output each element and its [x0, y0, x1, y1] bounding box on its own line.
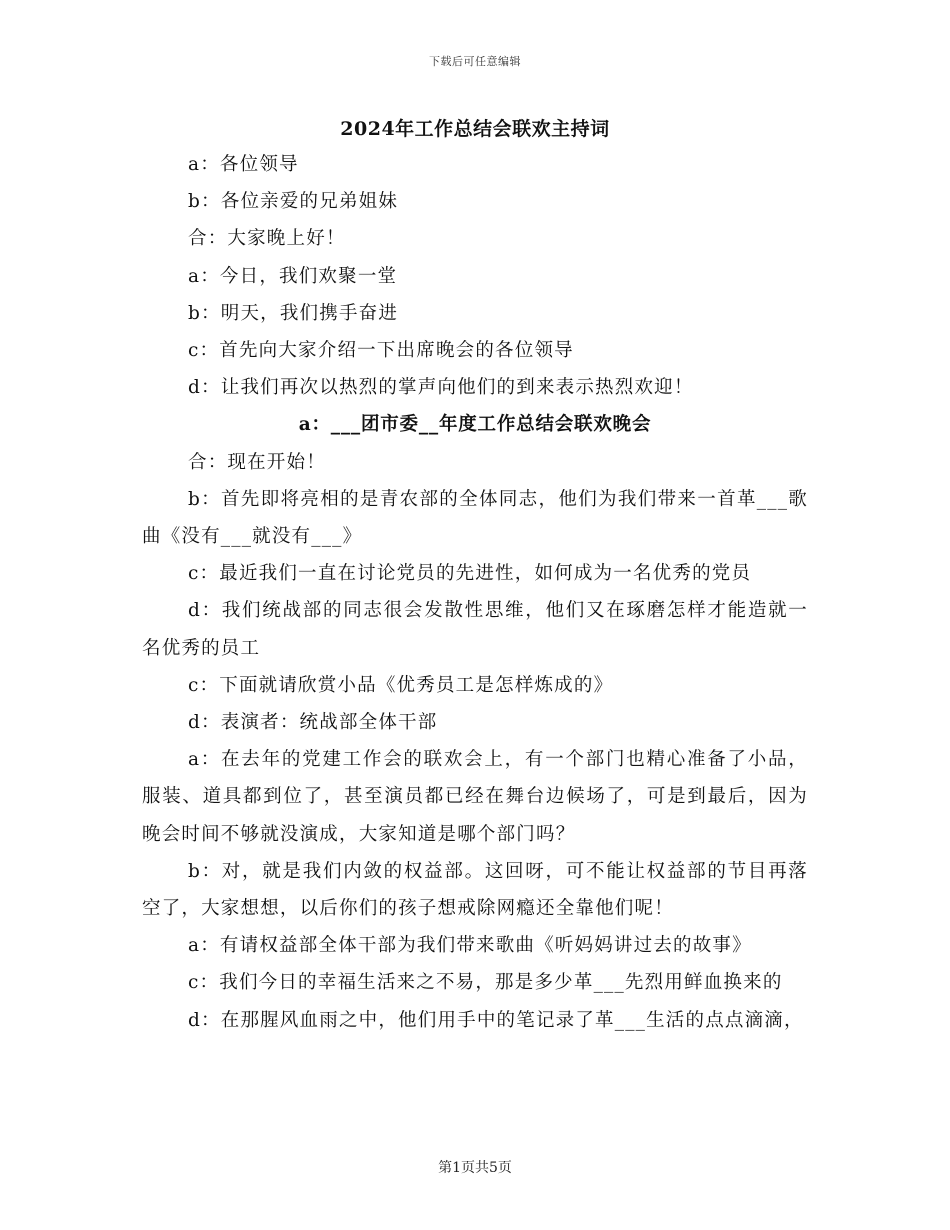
paragraph-together-start: 合：现在开始！ — [188, 451, 326, 473]
paragraph-host-d-united-front: d：我们统战部的同志很会发散性思维，他们又在琢磨怎样才能造就一名优秀的员工 — [142, 600, 808, 659]
paragraph-host-b-tomorrow: b：明天，我们携手奋进 — [188, 302, 399, 324]
paragraph-host-c-party-member: c：最近我们一直在讨论党员的先进性，如何成为一名优秀的党员 — [188, 563, 752, 585]
paragraph-together-greeting: 合：大家晚上好！ — [188, 228, 346, 250]
paragraph-host-a-gather: a：今日，我们欢聚一堂 — [188, 265, 398, 287]
paragraph-host-b-first-act: b：首先即将亮相的是青农部的全体同志，他们为我们带来一首革___歌曲《没有___就没有___》 — [142, 488, 808, 548]
paragraph-host-c-introduce: c：首先向大家介绍一下出席晚会的各位领导 — [188, 340, 574, 362]
page-header-note: 下载后可任意编辑 — [429, 55, 521, 68]
page-footer-number: 第1页共5页 — [438, 1160, 512, 1176]
paragraph-host-d-welcome: d：让我们再次以热烈的掌声向他们的到来表示热烈欢迎！ — [188, 377, 694, 399]
paragraph-host-d-performers: d：表演者：统战部全体干部 — [188, 712, 438, 734]
paragraph-host-a-song: a：有请权益部全体干部为我们带来歌曲《听妈妈讲过去的故事》 — [188, 935, 752, 957]
paragraph-host-c-happy-life: c：我们今日的幸福生活来之不易，那是多少革___先烈用鲜血换来的 — [188, 972, 783, 994]
paragraph-host-b-greeting: b：各位亲爱的兄弟姐妹 — [188, 191, 399, 213]
document-body — [142, 146, 808, 1039]
paragraph-host-b-rights-dept: b：对，就是我们内敛的权益部。这回呀，可不能让权益部的节目再落空了，大家想想，以后你们的孩子想戒除网瘾还全靠他们呢！ — [142, 860, 808, 920]
paragraph-host-d-record: d：在那腥风血雨之中，他们用手中的笔记录了革___生活的点点滴滴， — [188, 1009, 804, 1031]
paragraph-host-c-skit: c：下面就请欣赏小品《优秀员工是怎样炼成的》 — [188, 674, 614, 696]
document-title: 2024年工作总结会联欢主持词 — [340, 118, 610, 140]
paragraph-host-a-last-year: a：在去年的党建工作会的联欢会上，有一个部门也精心准备了小品，服装、道具都到位了，甚至演员都已经在舞台边候场了，可是到最后，因为晚会时间不够就没演成，大家知道是哪个部门吗？ — [142, 749, 808, 845]
paragraph-event-name: a：___团市委__年度工作总结会联欢晚会 — [298, 414, 652, 436]
paragraph-host-a-greeting: a：各位领导 — [188, 154, 299, 175]
